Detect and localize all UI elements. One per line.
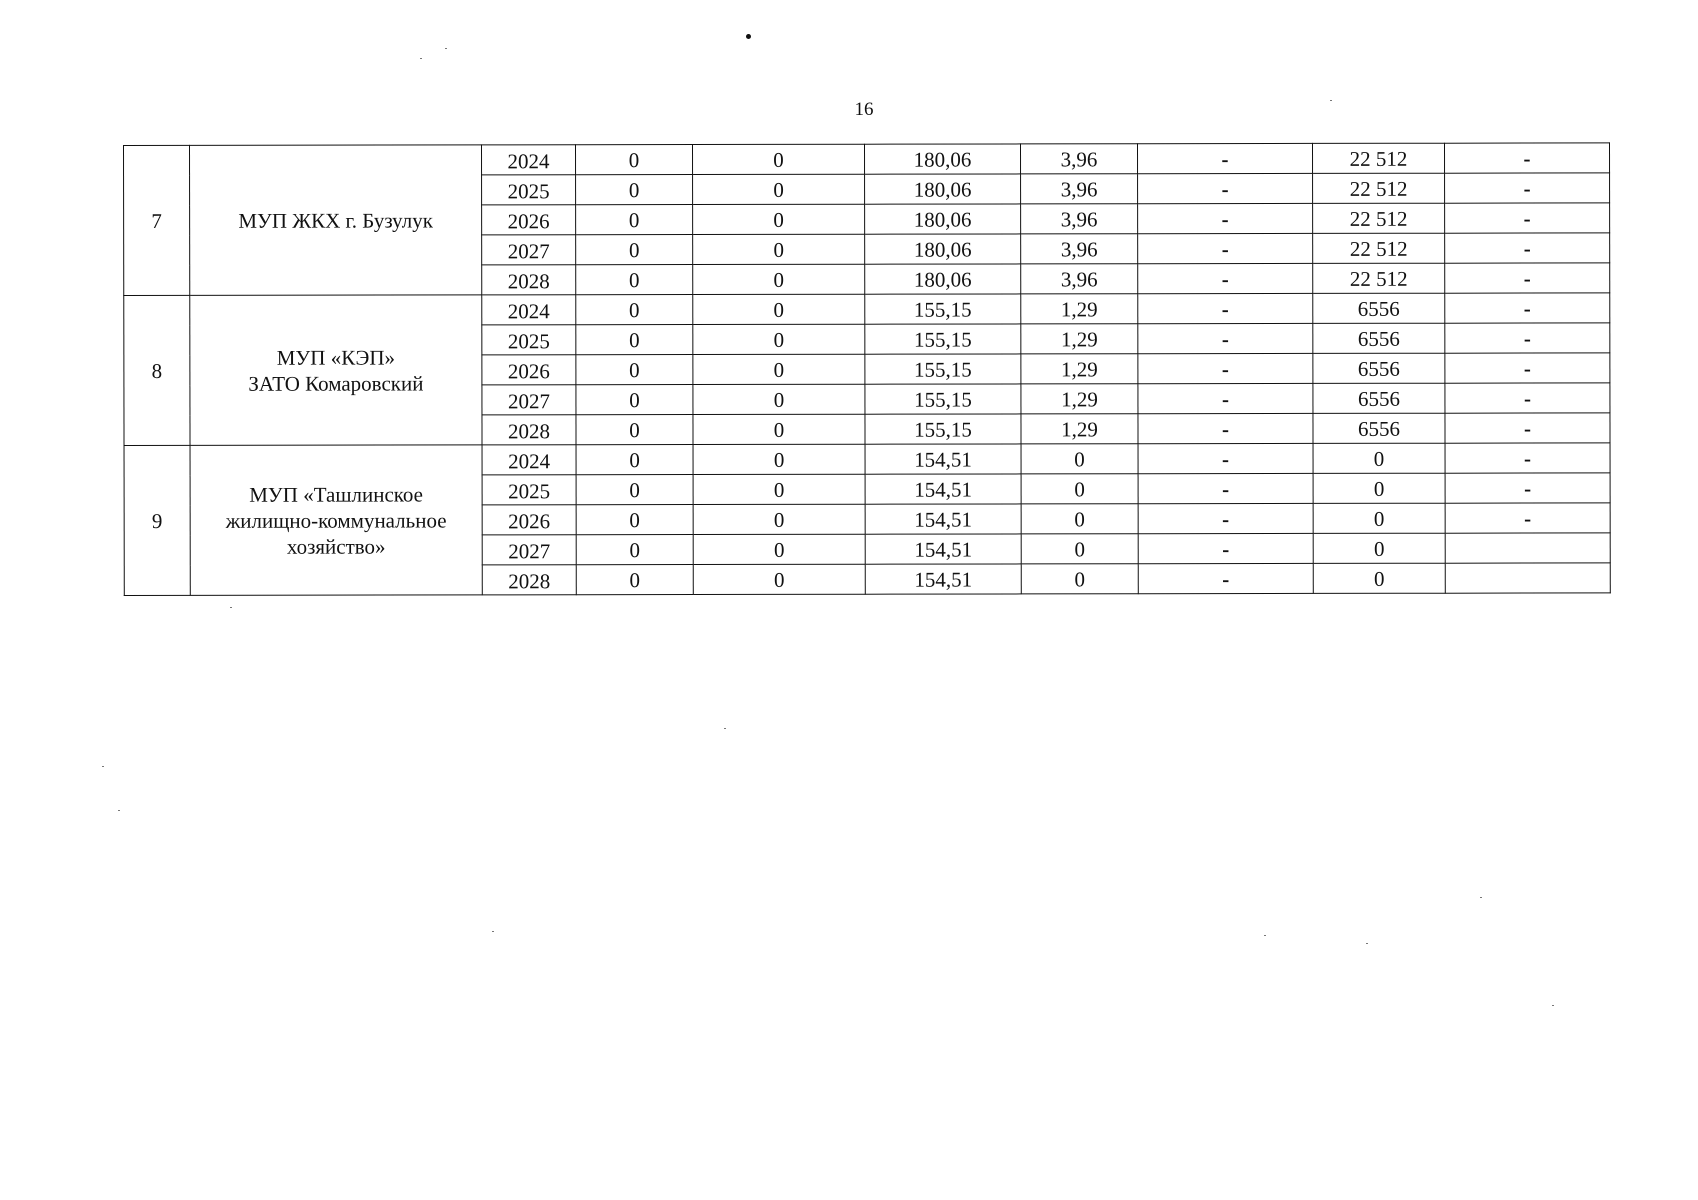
year-cell: 2024 xyxy=(482,295,576,325)
scan-speck xyxy=(230,607,232,608)
org-name xyxy=(190,445,482,596)
scan-speck xyxy=(1552,1005,1554,1006)
year-cell: 2028 xyxy=(482,265,576,295)
value-cell: 3,96 xyxy=(1021,234,1138,264)
value-cell: 0 xyxy=(693,564,865,594)
dash-cell: - xyxy=(1445,203,1610,233)
dash-cell: - xyxy=(1445,293,1610,323)
value-cell: 0 xyxy=(576,145,693,175)
page-number: 16 xyxy=(854,99,874,120)
value-cell: 155,15 xyxy=(865,414,1021,444)
dash-cell: - xyxy=(1138,563,1313,593)
table-row xyxy=(124,293,1610,326)
value-cell: 1,29 xyxy=(1021,324,1138,354)
value-cell: 0 xyxy=(1313,563,1445,593)
value-cell: 154,51 xyxy=(865,504,1021,534)
scan-speck xyxy=(724,728,726,729)
value-cell: 155,15 xyxy=(865,294,1021,324)
dash-cell: - xyxy=(1138,293,1313,323)
value-cell: 0 xyxy=(576,535,693,565)
value-cell: 0 xyxy=(576,205,693,235)
year-cell: 2025 xyxy=(482,175,576,205)
dash-cell: - xyxy=(1444,143,1609,173)
value-cell: 0 xyxy=(1313,443,1445,473)
dash-cell: - xyxy=(1138,233,1313,263)
value-cell: 180,06 xyxy=(865,204,1021,234)
value-cell: 0 xyxy=(576,235,693,265)
value-cell: 1,29 xyxy=(1021,414,1138,444)
scan-speck xyxy=(492,931,494,932)
value-cell: 0 xyxy=(576,505,693,535)
value-cell: 6556 xyxy=(1313,413,1445,443)
value-cell: 0 xyxy=(693,234,865,264)
value-cell: 0 xyxy=(576,295,693,325)
value-cell: 0 xyxy=(576,445,693,475)
value-cell: 3,96 xyxy=(1021,204,1138,234)
value-cell: 0 xyxy=(576,565,693,595)
org-number: 7 xyxy=(124,145,190,295)
scan-speck xyxy=(118,810,120,811)
value-cell: 154,51 xyxy=(865,474,1021,504)
scan-speck xyxy=(445,48,447,49)
value-cell: 22 512 xyxy=(1312,143,1444,173)
value-cell: 154,51 xyxy=(865,564,1021,594)
value-cell: 0 xyxy=(693,474,865,504)
year-cell: 2027 xyxy=(482,385,576,415)
value-cell: 0 xyxy=(1021,534,1138,564)
dash-cell: - xyxy=(1445,323,1610,353)
value-cell: 22 512 xyxy=(1313,173,1445,203)
value-cell: 3,96 xyxy=(1020,144,1137,174)
dash-cell: - xyxy=(1138,173,1313,203)
value-cell: 0 xyxy=(576,475,693,505)
dash-cell xyxy=(1445,533,1610,563)
year-cell: 2024 xyxy=(482,145,576,175)
value-cell: 0 xyxy=(576,325,693,355)
org-name-line: хозяйство» xyxy=(286,534,386,559)
table-row xyxy=(124,143,1610,176)
org-number: 9 xyxy=(124,445,190,595)
dash-cell: - xyxy=(1445,233,1610,263)
year-cell: 2026 xyxy=(482,355,576,385)
value-cell: 0 xyxy=(693,384,865,414)
org-name xyxy=(190,295,482,446)
value-cell: 6556 xyxy=(1313,323,1445,353)
dash-cell: - xyxy=(1445,413,1610,443)
value-cell: 0 xyxy=(693,504,865,534)
table-row xyxy=(124,443,1610,476)
org-number: 8 xyxy=(124,295,190,445)
value-cell: 1,29 xyxy=(1021,294,1138,324)
value-cell: 0 xyxy=(576,415,693,445)
value-cell: 3,96 xyxy=(1021,264,1138,294)
value-cell: 0 xyxy=(1021,564,1138,594)
dash-cell: - xyxy=(1138,203,1313,233)
table-body xyxy=(124,143,1611,596)
dash-cell: - xyxy=(1138,263,1313,293)
value-cell: 22 512 xyxy=(1313,203,1445,233)
value-cell: 155,15 xyxy=(865,324,1021,354)
year-cell: 2026 xyxy=(482,505,576,535)
value-cell: 1,29 xyxy=(1021,384,1138,414)
value-cell: 0 xyxy=(693,294,865,324)
value-cell: 180,06 xyxy=(864,144,1020,174)
value-cell: 0 xyxy=(693,174,865,204)
value-cell: 0 xyxy=(576,385,693,415)
org-name-line: МУП «Ташлинское xyxy=(249,481,424,507)
org-name-line: ЗАТО Комаровский xyxy=(248,370,424,396)
tariff-table xyxy=(123,142,1611,596)
value-cell: 155,15 xyxy=(865,354,1021,384)
org-name xyxy=(190,145,482,296)
value-cell: 0 xyxy=(693,264,865,294)
value-cell: 1,29 xyxy=(1021,354,1138,384)
value-cell: 0 xyxy=(576,355,693,385)
value-cell: 0 xyxy=(1313,503,1445,533)
value-cell: 0 xyxy=(693,444,865,474)
value-cell: 0 xyxy=(576,265,693,295)
dash-cell: - xyxy=(1138,533,1313,563)
dash-cell: - xyxy=(1445,443,1610,473)
scan-speck xyxy=(1480,897,1482,898)
dash-cell: - xyxy=(1138,323,1313,353)
dash-cell: - xyxy=(1445,263,1610,293)
year-cell: 2027 xyxy=(482,535,576,565)
value-cell: 0 xyxy=(693,414,865,444)
value-cell: 154,51 xyxy=(865,534,1021,564)
year-cell: 2025 xyxy=(482,325,576,355)
value-cell: 0 xyxy=(1313,473,1445,503)
value-cell: 0 xyxy=(693,354,865,384)
dash-cell: - xyxy=(1138,413,1313,443)
year-cell: 2028 xyxy=(482,415,576,445)
year-cell: 2026 xyxy=(482,205,576,235)
value-cell: 154,51 xyxy=(865,444,1021,474)
scan-speck xyxy=(1264,935,1266,936)
value-cell: 0 xyxy=(693,204,865,234)
dash-cell: - xyxy=(1138,383,1313,413)
value-cell: 0 xyxy=(693,534,865,564)
value-cell: 0 xyxy=(1021,474,1138,504)
org-name-line: МУП «КЭП» xyxy=(276,345,396,370)
value-cell: 0 xyxy=(576,175,693,205)
scan-artifact-dot xyxy=(746,34,751,39)
org-name-line: жилищно-коммунальное xyxy=(225,507,447,533)
dash-cell: - xyxy=(1138,473,1313,503)
value-cell: 0 xyxy=(1021,444,1138,474)
scan-speck xyxy=(102,766,104,767)
value-cell: 0 xyxy=(1021,504,1138,534)
dash-cell: - xyxy=(1445,503,1610,533)
dash-cell: - xyxy=(1445,173,1610,203)
value-cell: 180,06 xyxy=(865,234,1021,264)
value-cell: 6556 xyxy=(1313,353,1445,383)
value-cell: 180,06 xyxy=(865,264,1021,294)
dash-cell xyxy=(1445,563,1610,593)
value-cell: 180,06 xyxy=(865,174,1021,204)
value-cell: 22 512 xyxy=(1313,233,1445,263)
year-cell: 2024 xyxy=(482,445,576,475)
scan-speck xyxy=(420,58,422,59)
scan-speck xyxy=(1366,943,1368,944)
dash-cell: - xyxy=(1445,353,1610,383)
dash-cell: - xyxy=(1138,503,1313,533)
value-cell: 3,96 xyxy=(1021,174,1138,204)
value-cell: 0 xyxy=(1313,533,1445,563)
dash-cell: - xyxy=(1138,353,1313,383)
dash-cell: - xyxy=(1445,383,1610,413)
value-cell: 0 xyxy=(693,324,865,354)
year-cell: 2027 xyxy=(482,235,576,265)
value-cell: 6556 xyxy=(1313,383,1445,413)
year-cell: 2028 xyxy=(482,565,576,595)
year-cell: 2025 xyxy=(482,475,576,505)
dash-cell: - xyxy=(1138,443,1313,473)
dash-cell: - xyxy=(1137,143,1312,173)
value-cell: 22 512 xyxy=(1313,263,1445,293)
org-name-line: МУП ЖКХ г. Бузулук xyxy=(238,207,433,233)
value-cell: 6556 xyxy=(1313,293,1445,323)
value-cell: 155,15 xyxy=(865,384,1021,414)
dash-cell: - xyxy=(1445,473,1610,503)
value-cell: 0 xyxy=(693,144,865,174)
